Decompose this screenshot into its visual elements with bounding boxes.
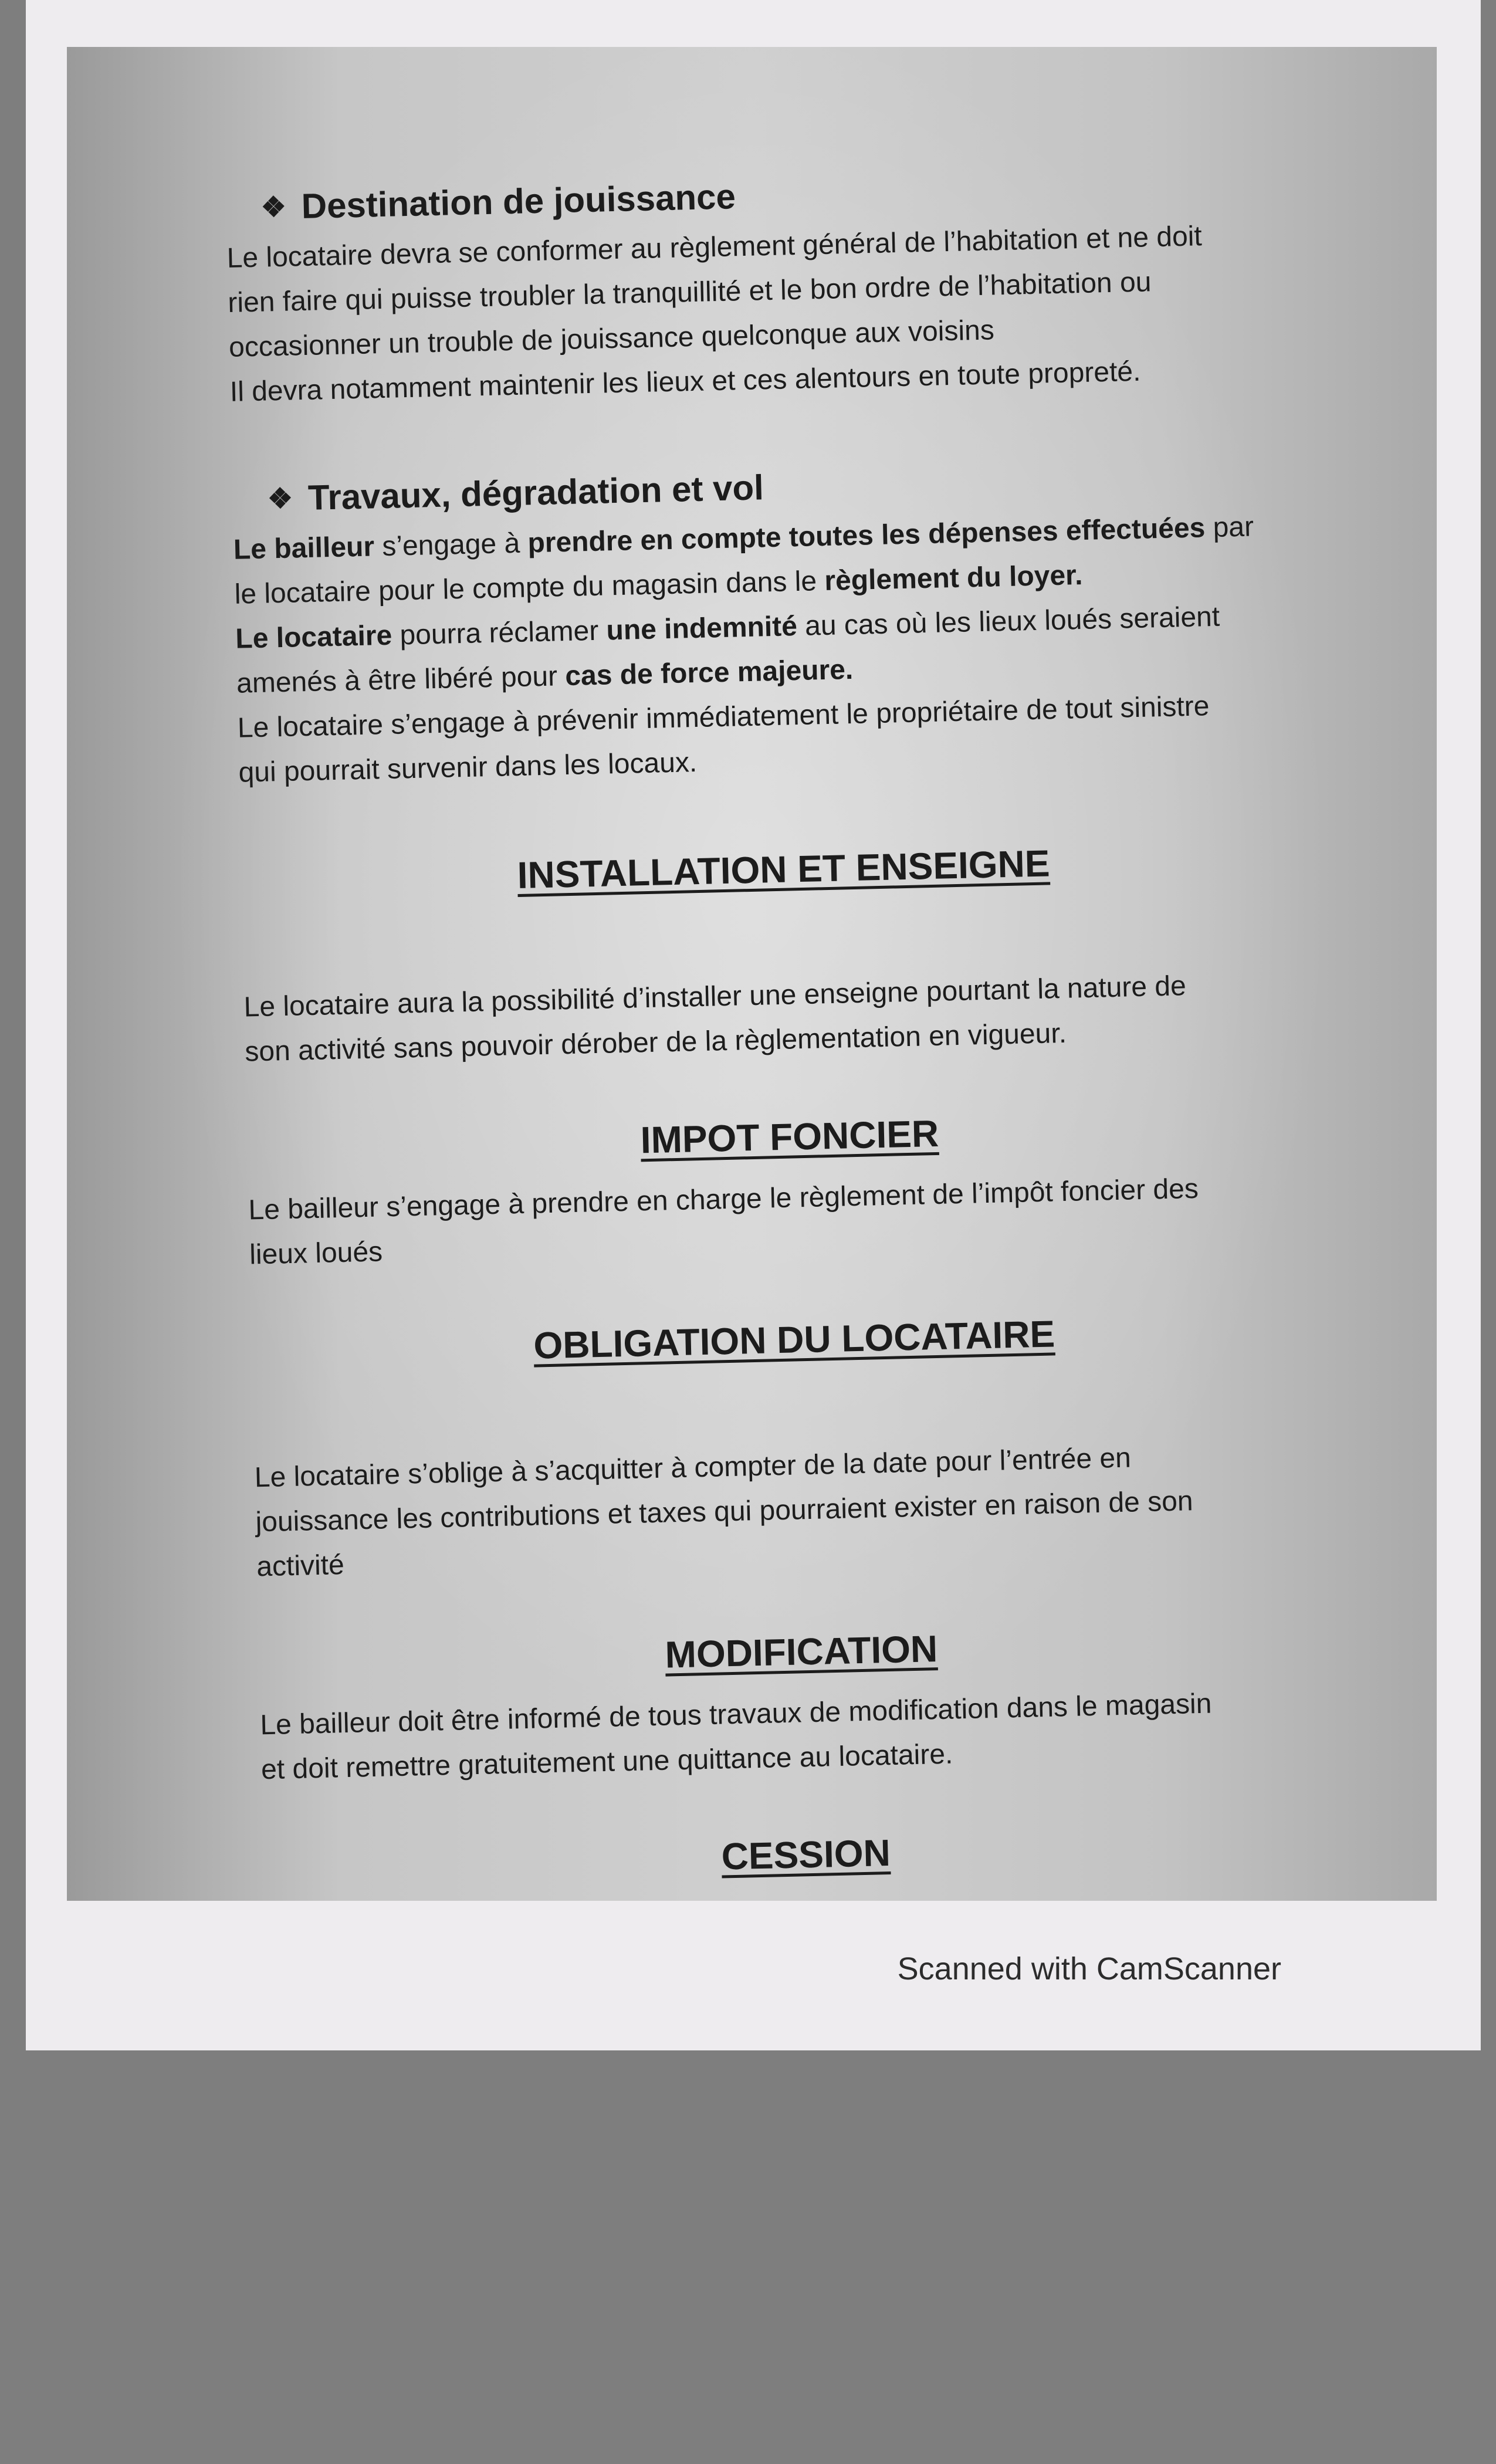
heading-text: Travaux, dégradation et vol: [307, 468, 764, 517]
heading-obligation-du-locataire: OBLIGATION DU LOCATAIRE: [533, 1312, 1055, 1367]
text: pourra réclamer: [391, 615, 607, 651]
text-line: Le bailleur doit être informé de tous travaux de modification dans le magasin: [259, 1688, 1212, 1741]
text: s’engage à: [374, 527, 529, 563]
camscanner-watermark: Scanned with CamScanner: [897, 1951, 1281, 1986]
text: par: [1204, 511, 1254, 544]
text-line: qui pourrait survenir dans les locaux.: [238, 747, 698, 788]
document-content: [225, 163, 1349, 1888]
bold-text: Le locataire: [235, 620, 392, 655]
text-line: occasionner un trouble de jouissance quelconque aux voisins: [228, 314, 995, 363]
text-line: jouissance les contributions et taxes qui pourraient exister en raison de son: [255, 1485, 1194, 1538]
text-line: Le bailleur s’engage à prendre en charge le règlement de l’impôt foncier des: [248, 1173, 1199, 1226]
heading-impot-foncier: IMPOT FONCIER: [639, 1112, 939, 1162]
paragraph-travaux: [233, 503, 1324, 796]
text-line: Le locataire aura la possibilité d’installer une enseigne pourtant la nature de: [243, 970, 1187, 1023]
text-line: rien faire qui puisse troubler la tranquillité et le bon ordre de l’habitation ou: [227, 266, 1152, 319]
heading-text: Destination de jouissance: [301, 177, 736, 226]
scanned-page: [67, 47, 1437, 1901]
bold-text: règlement du loyer.: [824, 560, 1084, 597]
text-line: et doit remettre gratuitement une quittance au locataire.: [260, 1738, 953, 1786]
bold-text: Le bailleur: [233, 531, 375, 566]
text-line: Le locataire devra se conformer au règlement général de l’habitation et ne doit: [226, 221, 1203, 274]
text-line: lieux loués: [249, 1236, 383, 1271]
text: au cas où les lieux loués seraient: [797, 601, 1220, 642]
paragraph-destination: [226, 212, 1315, 415]
text-line: activité: [256, 1549, 345, 1583]
heading-cession: CESSION: [720, 1832, 891, 1878]
diamond-bullet-icon: ❖: [260, 191, 287, 224]
bold-text: prendre en compte toutes les dépenses effectuées: [527, 512, 1206, 559]
heading-installation-et-enseigne: INSTALLATION ET ENSEIGNE: [516, 842, 1051, 896]
text-line: Il devra notamment maintenir les lieux et ces alentours en toute propreté.: [229, 356, 1141, 408]
diamond-bullet-icon: ❖: [267, 483, 293, 515]
scanned-sheet: [26, 0, 1481, 2050]
bold-text: cas de force majeure.: [564, 654, 854, 692]
text-line: son activité sans pouvoir dérober de la règlementation en vigueur.: [244, 1017, 1067, 1068]
text: amenés à être libéré pour: [236, 661, 566, 699]
text-line: Le locataire s’oblige à s’acquitter à compter de la date pour l’entrée en: [254, 1442, 1132, 1494]
text: le locataire pour le compte du magasin dans le: [234, 566, 825, 610]
bold-text: une indemnité: [605, 611, 798, 647]
heading-modification: MODIFICATION: [664, 1627, 938, 1676]
text-line: Le locataire s’engage à prévenir immédiatement le propriétaire de tout sinistre: [237, 691, 1210, 744]
paragraph-obligation: [254, 1431, 1342, 1589]
